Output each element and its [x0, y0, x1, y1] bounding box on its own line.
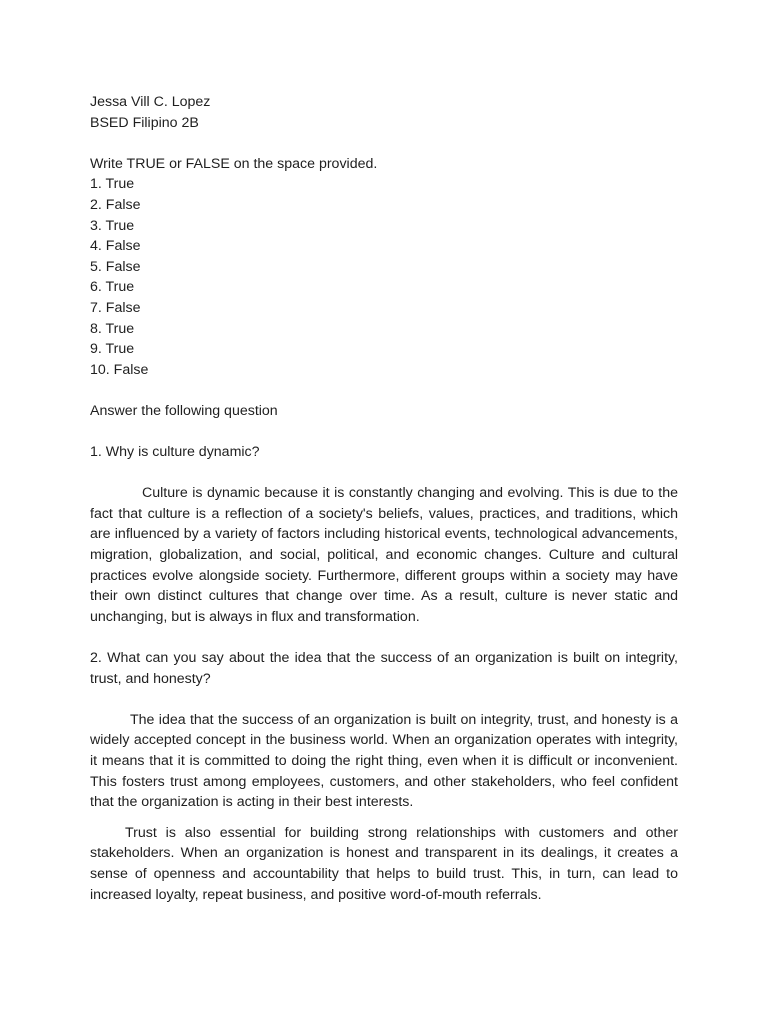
answer-item: 2. False [90, 196, 141, 213]
answer-2-paragraph-2: Trust is also essential for building strong relationships with customers and other stakeholders. When an organization is honest and transparent in its dealings, it creates a sense of openness and accountability that helps to build trust. This, in turn, can lead to increased loyalty, repeat business, and positive word-of-mouth referrals. [90, 824, 678, 903]
spacer [90, 463, 678, 484]
spacer [90, 422, 678, 443]
answer-item: 9. True [90, 341, 135, 358]
answer-item: 6. True [90, 279, 135, 296]
answer-item: 4. False [90, 238, 141, 255]
student-course: BSED Filipino 2B [90, 114, 199, 131]
spacer [90, 689, 678, 710]
answer-item: 10. False [90, 361, 149, 378]
spacer [90, 133, 678, 154]
answer-item: 5. False [90, 258, 141, 275]
answer-item: 3. True [90, 217, 135, 234]
answer-2-paragraph-1: The idea that the success of an organization is built on integrity, trust, and honesty is a widely accepted concept in the business world. When an organization operates with integrity, it means that it is committed to doing the right thing, even when it is difficult or inconvenient. This fosters trust among employees, customers, and other stakeholders, who feel confident that the organization is acting in their best interests. [90, 711, 678, 811]
answer-item: 8. True [90, 320, 135, 337]
spacer [90, 380, 678, 401]
answer-1-paragraph: Culture is dynamic because it is constantly changing and evolving. This is due to the fact that culture is a reflection of a society's beliefs, values, practices, and traditions, which are influenced by a variety of factors including historical events, technological advancements, migration, globalization, and social, political, and economic changes. Culture and cultural practices evolve alongside society. Furthermore, different groups within a society may have their own distinct cultures that change over time. As a result, culture is never static and unchanging, but is always in flux and transformation. [90, 485, 678, 625]
student-name: Jessa Vill C. Lopez [90, 94, 211, 110]
part2-instruction: Answer the following question [90, 402, 278, 419]
answer-item: 7. False [90, 299, 141, 316]
question-2: 2. What can you say about the idea that the success of an organization is built on integrity, trust, and honesty? [90, 650, 678, 687]
part1-instruction: Write TRUE or FALSE on the space provided. [90, 155, 378, 172]
question-1: 1. Why is culture dynamic? [90, 444, 260, 461]
answer-item: 1. True [90, 176, 135, 193]
spacer [90, 627, 678, 648]
document-page [90, 92, 678, 905]
